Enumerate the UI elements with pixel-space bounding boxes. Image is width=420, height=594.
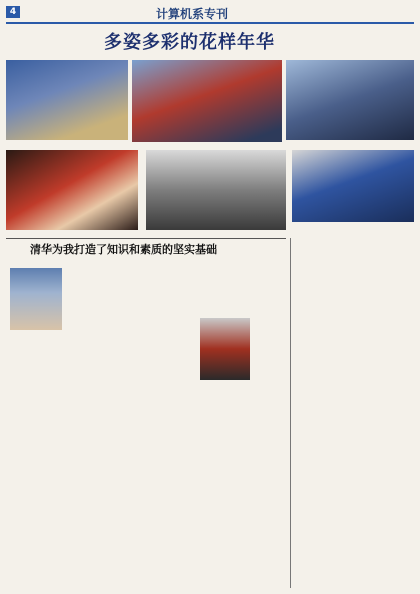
article-title: 清华为我打造了知识和素质的坚实基础 [30, 243, 217, 256]
group-banner-photo [132, 60, 282, 142]
classroom-photo [6, 60, 128, 140]
sidebar-column [296, 250, 414, 586]
section-title: 计算机系专刊 [156, 7, 229, 21]
portrait-photo [200, 318, 250, 380]
campus-photo [146, 150, 286, 230]
feature-headline: 多姿多彩的花样年华 [104, 32, 275, 53]
article-column-5 [254, 316, 286, 584]
article-column-2 [76, 262, 140, 584]
page-number: 4 [6, 6, 20, 18]
dance-performance-photo [6, 150, 138, 230]
students-photo [286, 60, 414, 140]
article-column-1 [8, 334, 72, 584]
graduation-group-photo [292, 150, 414, 222]
article-column-3 [144, 262, 208, 584]
section-divider [6, 238, 286, 239]
page-header [6, 4, 414, 24]
author-photo [10, 268, 62, 330]
article-column-4 [212, 262, 284, 314]
feature-banner [6, 26, 414, 60]
sidebar-rule [290, 238, 291, 588]
